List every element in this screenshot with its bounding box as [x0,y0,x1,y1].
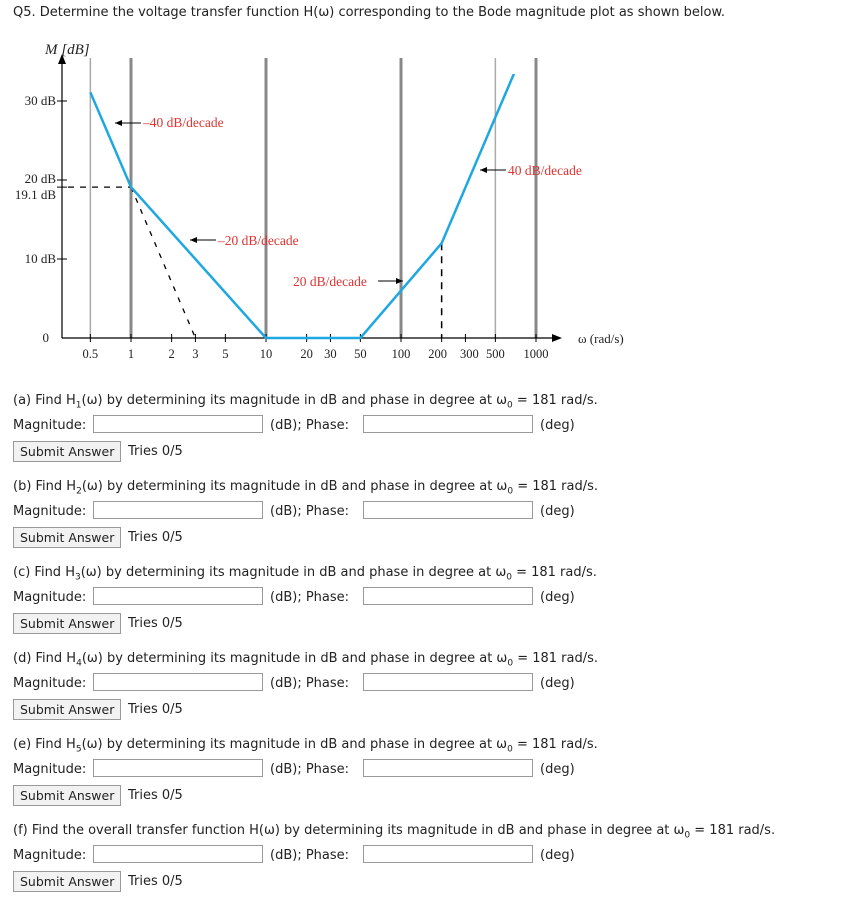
y-tick-label: 19.1 dB [14,187,56,203]
x-tick-label: 30 [324,347,337,361]
magnitude-input[interactable] [93,501,263,519]
x-tick-label: 50 [354,347,367,361]
magnitude-input[interactable] [93,673,263,691]
magnitude-label: Magnitude: [13,762,87,777]
part-prompt: (e) Find $H_5(\omega)$ by determining its magnitude in dB and phase in degree at $\omega_0 = 181$ rad/s. [13,737,598,755]
x-tick-label: 2 [168,347,175,361]
deg-label: (deg) [540,762,575,777]
tries-counter: Tries 0/5 [128,530,183,545]
x-tick-label: 3 [192,347,199,361]
slope-annotation: –40 dB/decade [143,115,224,130]
submit-answer-button[interactable]: Submit Answer [13,527,121,548]
y-tick-label: 0 [42,330,49,345]
deg-label: (deg) [540,504,575,519]
part-prompt: (a) Find $H_1(\omega)$ by determining its magnitude in dB and phase in degree at $\omega_0 = 181$ rad/s. [13,393,598,411]
x-tick-label: 500 [485,347,505,361]
magnitude-label: Magnitude: [13,504,87,519]
deg-label: (deg) [540,418,575,433]
magnitude-label: Magnitude: [13,418,87,433]
db-phase-label: (dB); Phase: [270,418,350,433]
magnitude-input[interactable] [93,759,263,777]
phase-input[interactable] [363,845,533,863]
magnitude-label: Magnitude: [13,590,87,605]
phase-input[interactable] [363,759,533,777]
x-tick-label: 100 [391,347,411,361]
y-tick-label: 10 dB [24,251,56,266]
phase-input[interactable] [363,587,533,605]
annotation-arrowhead [480,167,487,173]
x-tick-label: 5 [222,347,229,361]
db-phase-label: (dB); Phase: [270,504,350,519]
y-axis-label: M [dB] [45,42,90,58]
submit-answer-button[interactable]: Submit Answer [13,699,121,720]
magnitude-input[interactable] [93,845,263,863]
slope-annotation: 20 dB/decade [293,274,367,289]
asymptote-dashed [131,187,195,338]
x-tick-label: 10 [259,347,273,361]
bode-magnitude-plot [0,0,866,380]
x-axis-arrow [552,334,562,342]
x-tick-label: 1000 [523,347,549,361]
part-prompt: (c) Find $H_3(\omega)$ by determining its magnitude in dB and phase in degree at $\omega_0 = 181$ rad/s. [13,565,597,583]
tries-counter: Tries 0/5 [128,444,183,459]
submit-answer-button[interactable]: Submit Answer [13,871,121,892]
x-tick-label: 0.5 [82,347,99,361]
tries-counter: Tries 0/5 [128,616,183,631]
db-phase-label: (dB); Phase: [270,590,350,605]
tries-counter: Tries 0/5 [128,702,183,717]
deg-label: (deg) [540,590,575,605]
db-phase-label: (dB); Phase: [270,848,350,863]
submit-answer-button[interactable]: Submit Answer [13,785,121,806]
x-axis-label: ω (rad/s) [578,331,624,346]
phase-input[interactable] [363,501,533,519]
db-phase-label: (dB); Phase: [270,676,350,691]
deg-label: (deg) [540,676,575,691]
annotation-arrowhead [190,237,197,243]
part-prompt: (f) Find the overall transfer function H(ω) by determining its magnitude in dB and phase in degree at $\omega_0 = 181$ rad/s. [13,823,776,841]
x-tick-label: 300 [460,347,479,361]
magnitude-input[interactable] [93,587,263,605]
deg-label: (deg) [540,848,575,863]
phase-input[interactable] [363,673,533,691]
y-tick-label: 30 dB [24,93,56,108]
y-tick-label: 20 dB [24,171,56,186]
magnitude-label: Magnitude: [13,848,87,863]
magnitude-input[interactable] [93,415,263,433]
tries-counter: Tries 0/5 [128,788,183,803]
db-phase-label: (dB); Phase: [270,762,350,777]
slope-annotation: 40 dB/decade [508,163,582,178]
tries-counter: Tries 0/5 [128,874,183,889]
submit-answer-button[interactable]: Submit Answer [13,613,121,634]
part-prompt: (d) Find $H_4(\omega)$ by determining its magnitude in dB and phase in degree at $\omega_0 = 181$ rad/s. [13,651,599,669]
question-text: Q5. Determine the voltage transfer function H(ω) corresponding to the Bode magnitude plot as shown below. [13,5,726,20]
bode-magnitude-series [90,22,536,338]
phase-input[interactable] [363,415,533,433]
x-tick-label: 1 [127,347,135,361]
slope-annotation: –20 dB/decade [218,233,299,248]
x-tick-label: 200 [428,347,448,361]
submit-answer-button[interactable]: Submit Answer [13,441,121,462]
annotation-arrowhead [115,120,122,126]
magnitude-label: Magnitude: [13,676,87,691]
part-prompt: (b) Find $H_2(\omega)$ by determining its magnitude in dB and phase in degree at $\omega_0 = 181$ rad/s. [13,479,599,497]
x-tick-label: 20 [300,347,313,361]
